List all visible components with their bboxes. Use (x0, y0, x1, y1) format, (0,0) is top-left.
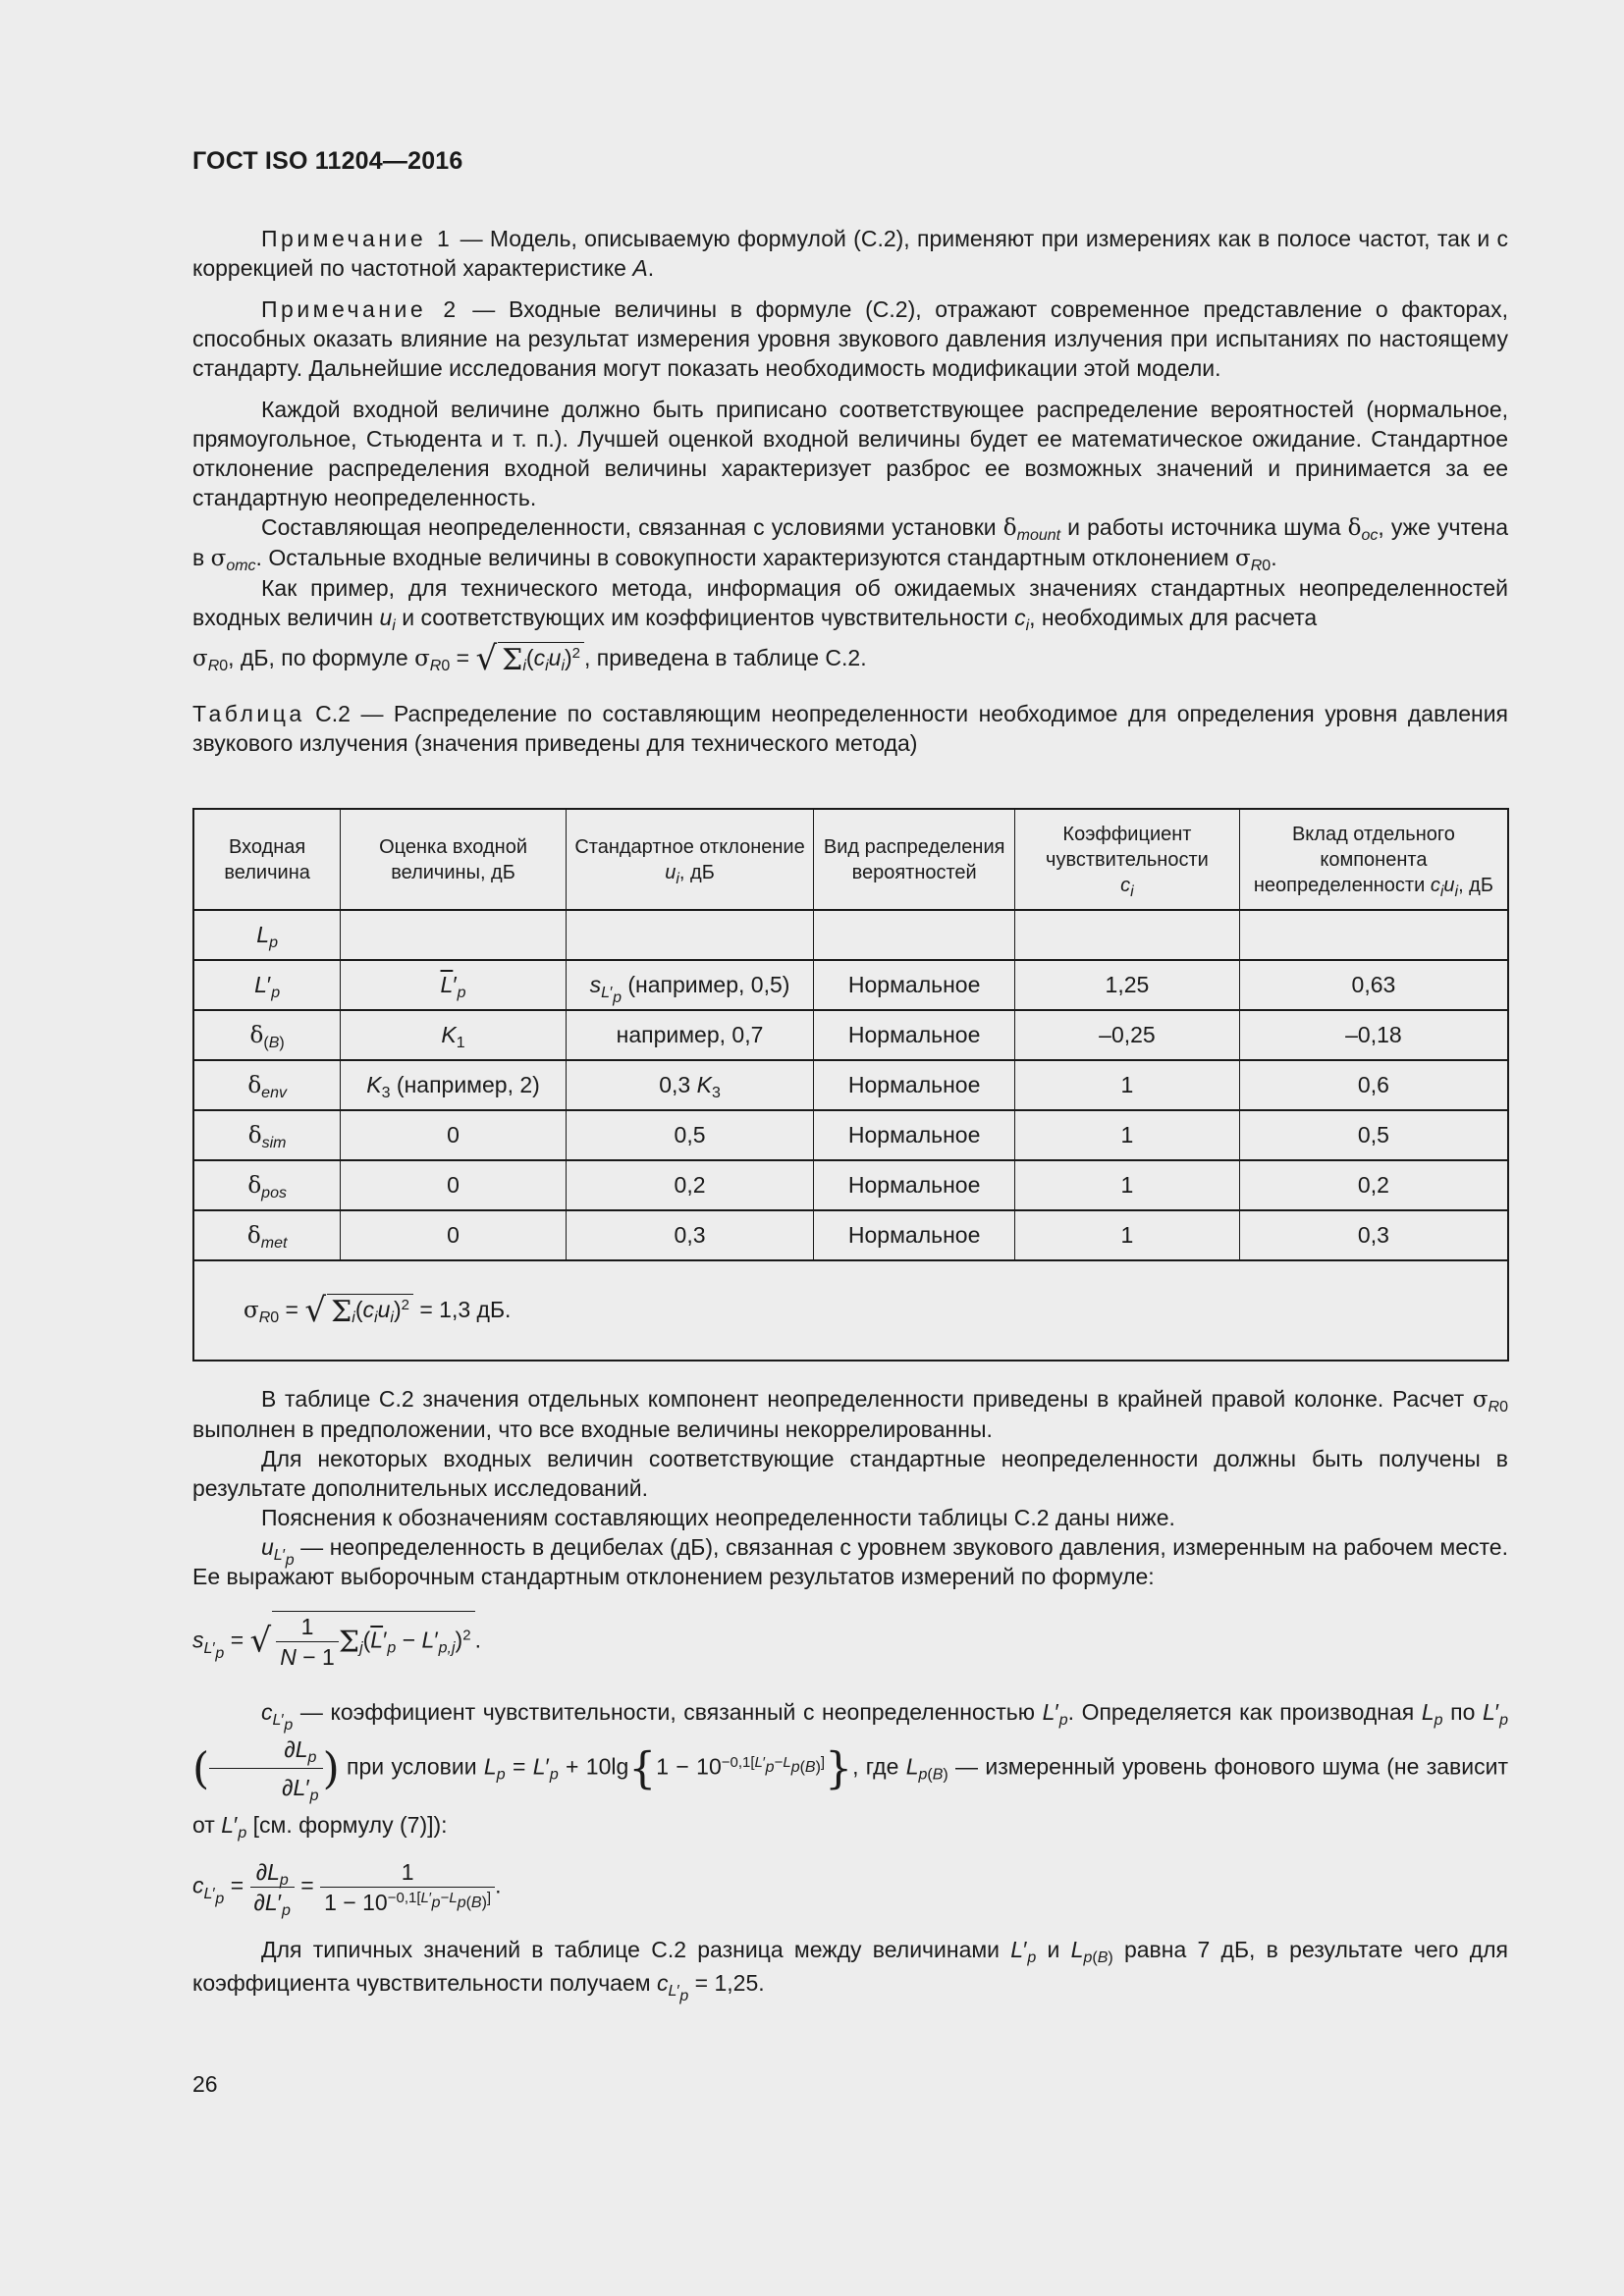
note-1: Примечание 1 — Модель, описываемую формулой (С.2), применяют при измерениях как в полосе частот, так и с коррекцией по частотной характеристике A. (192, 226, 1508, 281)
table-row: $\delta_{met}$ 0 0,3 Нормальное 1 0,3 (193, 1210, 1508, 1260)
header-estimate: Оценка входной величины, дБ (341, 809, 567, 910)
explanation-text (192, 1384, 1509, 2004)
paragraph-explanations: Пояснения к обозначениям составляющих неопределенности таблицы С.2 даны ниже. (261, 1505, 1175, 1530)
paragraph-mount: Составляющая неопределенности, связанная с условиями установки $\delta_{mount}$ и работы источника шума $\delta_{oc}$, уже учтена в $\sigma_{omc}$. Остальные входные величины в совокупности характеризуются стандартным отклонением $\sigma_{R0}$. (192, 514, 1509, 574)
paragraph-example: Как пример, для технического метода, информация об ожидаемых значениях стандартных неопределенностей входных величин $u_i$ и соответствующих им коэффициентов чувствительности $c_i$, необходимых для расчета (192, 575, 1508, 634)
paragraph-u-def: $u_{L'_p}$ — неопределенность в децибелах (дБ), связанная с уровнем звукового давления, измеренным на рабочем месте. Ее выражают выборочным стандартным отклонением результатов измерений по формуле: (192, 1534, 1508, 1589)
paragraph-table-note: В таблице С.2 значения отдельных компонент неопределенности приведены в крайней правой колонке. Расчет $\sigma_{R0}$ выполнен в предположении, что все входные величины некоррелированны. (192, 1386, 1508, 1442)
paragraph-typical: Для типичных значений в таблице С.2 разница между величинами $L'_p$ и $L_{p(B)}$ равна 7 дБ, в результате чего для коэффициента чувствительности получаем $c_{L'_p} = 1,25$. (192, 1937, 1508, 2004)
header-stddev: Стандартное отклонение $u_i$, дБ (566, 809, 813, 910)
table-row: $L_p$ (193, 910, 1508, 960)
table-row: $\delta_{env}$ $K_3$ (например, 2) 0,3 $K_3$ Нормальное 1 0,6 (193, 1060, 1508, 1110)
uncertainty-table (192, 808, 1509, 1362)
table-row: $\delta_{sim}$ 0 0,5 Нормальное 1 0,5 (193, 1110, 1508, 1160)
note-2: Примечание 2 — Входные величины в формуле (С.2), отражают современное представление о факторах, способных оказать влияние на результат измерения уровня звукового давления излучения при испытаниях по настоящему стандарту. Дальнейшие исследования могут показать необходимость модификации этой модели. (192, 296, 1508, 381)
paragraph-additional: Для некоторых входных величин соответствующие стандартные неопределенности должны быть получены в результате дополнительных исследований. (192, 1446, 1508, 1501)
table-total-formula: $\sigma_{R0}$ = √ $\Sigma_i(c_iu_i)^2 = 1,3$ дБ. (193, 1260, 1508, 1361)
intro-text (192, 224, 1508, 758)
table-footer-row (193, 1260, 1508, 1361)
table-caption: Таблица С.2 — Распределение по составляющим неопределенности необходимое для определения уровня давления звукового излучения (значения приведены для технического метода) (192, 701, 1508, 756)
document-header: ГОСТ ISO 11204—2016 (192, 147, 463, 175)
table-header-row (193, 809, 1508, 910)
table-row: $\delta_{pos}$ 0 0,2 Нормальное 1 0,2 (193, 1160, 1508, 1210)
header-input: Входная величина (193, 809, 341, 910)
table-row: $L'_p$ $\overline{L}'_p$ $s_{L'_p}$ (например, 0,5) Нормальное 1,25 0,63 (193, 960, 1508, 1010)
paragraph-formula: $\sigma_{R0}$, дБ, по формуле $\sigma_{R0}$ = √ $\Sigma_i(c_iu_i)^2$ , приведена в таблице С.2. (192, 639, 867, 678)
paragraph-c-def: $c_{L'_p}$ — коэффициент чувствительности, связанный с неопределенностью $L'_p$. Определяется как производная $L_p$ по $L'_p$ ( $\frac{\partial L_p}{\partial L'_p}$ ) при условии $L_p = L'_p + 10\lg\{1 - 10^{-0,1[L'_p-L_{p(B)}]}\}$, где $L_{p(B)}$ — измеренный уровень фонового шума (не зависит от $L'_p$ [см. формулу (7)]): (192, 1699, 1509, 1842)
header-distribution: Вид распределения вероятностей (814, 809, 1015, 910)
header-contribution: Вклад отдельного компонента неопределенности $c_iu_i$, дБ (1239, 809, 1508, 910)
formula-s: $s_{L'_p}$ = √ $\frac{1}{N - 1}$ $\Sigma_j(\overline{L}'_p - L'_{p,j})^2$ . (192, 1611, 1508, 1672)
table-row: $\delta_{(B)}$ $K_1$ например, 0,7 Нормальное –0,25 –0,18 (193, 1010, 1508, 1060)
page-number: 26 (192, 2071, 218, 2097)
header-coefficient: Коэффициент чувствительности $c_i$ (1015, 809, 1240, 910)
paragraph-distribution: Каждой входной величине должно быть приписано соответствующее распределение вероятностей (нормальное, прямоугольное, Стьюдента и т. п.). Лучшей оценкой входной величины будет ее математическое ожидание. Стандартное отклонение распределения входной величины характеризует разброс ее возможных значений и принимается за ее стандартную неопределенность. (192, 397, 1508, 510)
formula-c: $c_{L'_p}$ = $\frac{\partial L_p}{\partial L'_p}$ = $\frac{1}{1 - 10^{-0,1[L'_p-L_{p(B)}]}}$ . (192, 1859, 502, 1919)
